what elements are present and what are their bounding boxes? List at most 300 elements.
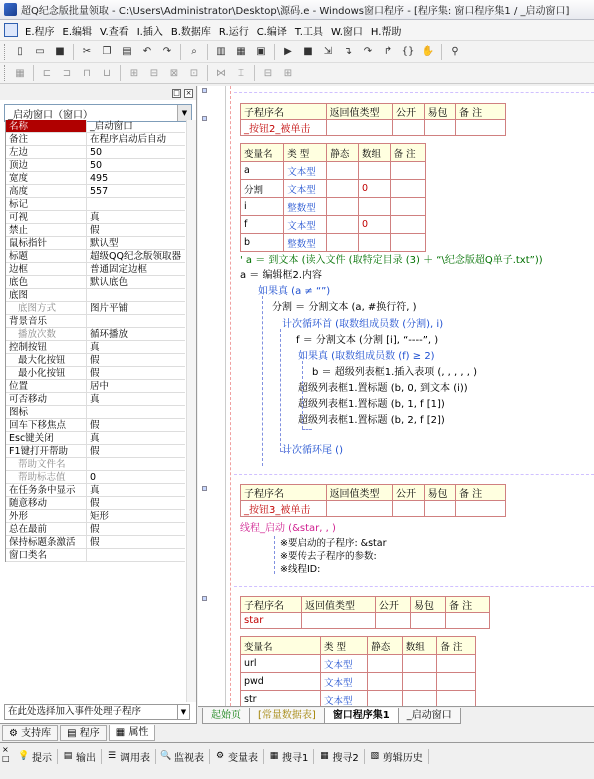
- menu-help[interactable]: H.帮助: [370, 26, 402, 38]
- tab-variables[interactable]: ⚙ 变量表: [210, 749, 264, 764]
- property-row[interactable]: [6, 484, 185, 497]
- property-row[interactable]: [6, 328, 185, 341]
- cell[interactable]: [437, 691, 476, 707]
- property-name: 边框: [6, 263, 87, 275]
- align-left-icon[interactable]: ⊏: [42, 67, 52, 79]
- property-row[interactable]: [6, 224, 185, 237]
- flow-line: [302, 429, 312, 430]
- code-line[interactable]: 计次循环首 (取数组成员数 (分割), i): [282, 319, 444, 330]
- var-row[interactable]: [241, 655, 476, 673]
- var-row[interactable]: [241, 673, 476, 691]
- fold-marker[interactable]: [202, 596, 207, 601]
- code-line[interactable]: a ＝ 编辑框2.内容: [240, 270, 323, 281]
- property-value[interactable]: [87, 406, 185, 418]
- property-value[interactable]: 假: [90, 537, 100, 548]
- property-row[interactable]: [6, 510, 185, 523]
- property-value[interactable]: 假: [90, 368, 100, 379]
- code-line[interactable]: 如果真 (a ≠ “”): [258, 286, 331, 297]
- property-value[interactable]: 557: [90, 186, 109, 197]
- tab-properties[interactable]: ▦ 属性: [109, 725, 156, 741]
- menu-edit[interactable]: E.编辑: [62, 26, 92, 38]
- tab-start-page[interactable]: 起始页: [202, 708, 250, 724]
- property-value[interactable]: 假: [90, 225, 100, 236]
- property-row[interactable]: [6, 341, 185, 354]
- property-row[interactable]: [6, 198, 185, 211]
- tab-clip-history[interactable]: ▧ 剪辑历史: [365, 749, 429, 764]
- search-icon: 🔍: [160, 751, 172, 761]
- property-row[interactable]: [6, 120, 185, 133]
- cell[interactable]: [390, 234, 425, 252]
- output-panel: [0, 742, 594, 779]
- same-height-icon[interactable]: ⊡: [189, 67, 199, 79]
- property-value[interactable]: [87, 549, 185, 561]
- property-row[interactable]: [6, 354, 185, 367]
- property-row[interactable]: [6, 536, 185, 549]
- var-arr[interactable]: 0: [359, 216, 391, 234]
- cell[interactable]: [456, 501, 506, 517]
- col-static: 静态: [327, 144, 359, 162]
- var-row[interactable]: [241, 162, 426, 180]
- property-name: 窗口类名: [6, 549, 87, 561]
- sub-header-table-1: [240, 103, 506, 136]
- tab-constant-table[interactable]: [常量数据表]: [249, 708, 325, 724]
- property-name: 外形: [6, 510, 87, 522]
- property-name: 位置: [6, 380, 87, 392]
- var-arr[interactable]: [359, 198, 391, 216]
- separator: [120, 65, 121, 81]
- property-value[interactable]: 超级QQ纪念版领取器: [90, 251, 181, 262]
- var-type[interactable]: 文本型: [284, 162, 327, 180]
- panel-tabs: [0, 723, 197, 741]
- align-top-icon[interactable]: ⊓: [83, 67, 91, 79]
- col-var-name: 变量名: [241, 144, 284, 162]
- property-name: 最大化按钮: [6, 354, 87, 366]
- cell[interactable]: [390, 216, 425, 234]
- col-sub-name: 子程序名: [241, 597, 302, 613]
- property-row[interactable]: [6, 185, 185, 198]
- property-scrollbar[interactable]: [186, 120, 196, 702]
- property-row[interactable]: [6, 250, 185, 263]
- var-row[interactable]: [241, 691, 476, 707]
- pin-icon[interactable]: □: [173, 88, 180, 97]
- cell[interactable]: [424, 501, 456, 517]
- flow-line: [302, 361, 303, 429]
- property-value[interactable]: 495: [90, 173, 109, 184]
- property-value[interactable]: 图片平铺: [90, 303, 129, 314]
- space-h-icon[interactable]: ⋈: [216, 67, 226, 79]
- property-name: 高度: [6, 185, 87, 197]
- code-line[interactable]: f ＝ 分割文本 (分割 [i], “----”, ): [296, 335, 439, 346]
- property-row[interactable]: [6, 172, 185, 185]
- cell[interactable]: [390, 180, 425, 198]
- property-name: 图标: [6, 406, 87, 418]
- margin-line: [230, 86, 231, 706]
- cut-icon[interactable]: ✂: [82, 46, 92, 57]
- code-line[interactable]: 超级列表框1.置标题 (b, 2, f [2]): [298, 415, 445, 426]
- var-row[interactable]: [241, 216, 426, 234]
- col-sub-name: 子程序名: [241, 485, 327, 501]
- chevron-down-icon[interactable]: ▼: [177, 105, 191, 121]
- section-divider: [234, 474, 594, 475]
- separator: [274, 44, 275, 60]
- property-row[interactable]: [6, 432, 185, 445]
- property-value[interactable]: 假: [90, 524, 100, 535]
- sub-name-cell[interactable]: _按钮2_被单击: [241, 120, 327, 136]
- align-right-icon[interactable]: ⊐: [62, 67, 72, 79]
- cell[interactable]: [368, 673, 403, 691]
- step-icon[interactable]: ⇲: [323, 46, 333, 57]
- menu-run[interactable]: R.运行: [218, 26, 249, 38]
- property-row[interactable]: [6, 419, 185, 432]
- separator: [207, 65, 208, 81]
- property-row[interactable]: [6, 315, 185, 328]
- hand-icon[interactable]: ✋: [421, 46, 435, 57]
- flow-line: [262, 296, 263, 466]
- property-value[interactable]: 默认底色: [90, 277, 129, 288]
- tab-call-stack[interactable]: ☰ 调用表: [102, 749, 156, 764]
- cell[interactable]: [327, 234, 359, 252]
- flow-line: [280, 329, 281, 451]
- var-table-1: [240, 143, 426, 252]
- separator: [207, 44, 208, 60]
- property-row[interactable]: [6, 380, 185, 393]
- cell[interactable]: [368, 691, 403, 707]
- tab-watch[interactable]: 🔍 监视表: [156, 749, 210, 764]
- property-value[interactable]: [87, 198, 185, 210]
- cell[interactable]: [446, 613, 490, 629]
- tab-output[interactable]: ▤ 输出: [58, 749, 102, 764]
- section-divider: [234, 92, 594, 93]
- property-row[interactable]: [6, 393, 185, 406]
- panel-controls[interactable]: × □: [2, 745, 10, 763]
- property-value[interactable]: [87, 289, 185, 301]
- property-row[interactable]: [6, 471, 185, 484]
- property-value[interactable]: 矩形: [90, 511, 110, 522]
- var-table-3: [240, 636, 476, 706]
- center-window-h-icon[interactable]: ⊟: [263, 67, 273, 79]
- menu-view[interactable]: V.查看: [100, 26, 129, 38]
- step-over-icon[interactable]: ↷: [363, 46, 373, 57]
- property-name: 可否移动: [6, 393, 87, 405]
- property-row[interactable]: [6, 133, 185, 146]
- property-name: 最小化按钮: [6, 367, 87, 379]
- cell[interactable]: [390, 198, 425, 216]
- col-var-type: 类 型: [284, 144, 327, 162]
- property-value[interactable]: 普通固定边框: [90, 264, 148, 275]
- col-remark: 备 注: [446, 597, 490, 613]
- call-stack-icon: ☰: [107, 751, 117, 761]
- event-select[interactable]: [4, 704, 190, 720]
- binoculars-icon[interactable]: ⚲: [451, 46, 459, 57]
- align-bottom-icon[interactable]: ⊔: [103, 67, 111, 79]
- find-icon[interactable]: ⌕: [191, 46, 197, 57]
- var-name[interactable]: i: [241, 198, 284, 216]
- tab-window-assembly[interactable]: 窗口程序集1: [324, 708, 399, 724]
- code-line[interactable]: 如果真 (取数组成员数 (f) ≥ 2): [298, 351, 435, 362]
- property-name: 背景音乐: [6, 315, 87, 327]
- fold-marker[interactable]: [202, 88, 207, 93]
- var-type[interactable]: 文本型: [284, 180, 327, 198]
- cell[interactable]: [456, 120, 506, 136]
- col-remark: 备 注: [456, 104, 506, 120]
- stop-icon[interactable]: ■: [303, 46, 313, 57]
- menu-compile[interactable]: C.编译: [256, 26, 287, 38]
- cell[interactable]: [437, 655, 476, 673]
- property-row[interactable]: [6, 458, 185, 471]
- menu-insert[interactable]: I.插入: [136, 26, 163, 38]
- layout1-icon[interactable]: ▥: [216, 46, 226, 57]
- output-icon: ▤: [63, 751, 73, 761]
- var-name[interactable]: url: [241, 655, 321, 673]
- section-divider: [234, 586, 594, 587]
- property-value[interactable]: 真: [90, 394, 100, 405]
- col-var-name: 变量名: [241, 637, 321, 655]
- flow-line: [274, 536, 275, 574]
- cell[interactable]: [327, 162, 359, 180]
- code-line[interactable]: 超级列表框1.置标题 (b, 1, f [1]): [298, 399, 445, 410]
- property-value[interactable]: 在程序启动后自动: [90, 134, 167, 145]
- cell[interactable]: [326, 501, 392, 517]
- cell[interactable]: [368, 655, 403, 673]
- comment-line[interactable]: ' a ＝ 到文本 (读入文件 (取特定目录 (3) ＋ “\纪念版超Q单子.txt”)): [240, 255, 543, 266]
- var-type[interactable]: 整数型: [284, 198, 327, 216]
- app-icon: [4, 3, 17, 16]
- menu-program[interactable]: E.程序: [25, 26, 55, 38]
- property-row[interactable]: [6, 406, 185, 419]
- output-tabs: [14, 747, 429, 765]
- property-row[interactable]: [6, 276, 185, 289]
- var-name[interactable]: b: [241, 234, 284, 252]
- var-type[interactable]: 文本型: [321, 673, 368, 691]
- property-row[interactable]: [6, 523, 185, 536]
- tab-startup-window[interactable]: _启动窗口: [398, 708, 461, 724]
- cell[interactable]: [327, 198, 359, 216]
- cell[interactable]: [393, 501, 424, 517]
- property-name: 在任务条中显示: [6, 484, 87, 496]
- property-name: 左边: [6, 146, 87, 158]
- variables-icon: ⚙: [215, 751, 225, 761]
- property-value[interactable]: 默认型: [90, 238, 119, 249]
- property-value[interactable]: 居中: [90, 381, 110, 392]
- col-epackage: 易包: [410, 597, 445, 613]
- separator: [33, 65, 34, 81]
- sub-name-cell[interactable]: star: [241, 613, 302, 629]
- property-row[interactable]: [6, 159, 185, 172]
- tab-hint[interactable]: 💡 提示: [14, 749, 58, 764]
- space-v-icon[interactable]: ⌶: [238, 67, 244, 79]
- property-value[interactable]: [87, 315, 185, 327]
- var-row[interactable]: [241, 234, 426, 252]
- col-epackage: 易包: [424, 104, 456, 120]
- property-value[interactable]: [87, 458, 185, 470]
- var-type[interactable]: 文本型: [284, 216, 327, 234]
- property-value[interactable]: 假: [90, 446, 100, 457]
- var-row[interactable]: [241, 180, 426, 198]
- breakpoint-icon[interactable]: {}: [401, 46, 415, 57]
- comment-line[interactable]: ※要启动的子程序: &star: [280, 538, 387, 549]
- property-grid: [5, 120, 185, 562]
- open-folder-icon[interactable]: ▭: [35, 46, 45, 57]
- fold-marker[interactable]: [202, 486, 207, 491]
- cell[interactable]: [301, 613, 375, 629]
- property-row[interactable]: [6, 367, 185, 380]
- property-value[interactable]: 50: [90, 147, 103, 158]
- col-remark: 备 注: [456, 485, 506, 501]
- same-width-icon[interactable]: ⊠: [169, 67, 179, 79]
- code-line[interactable]: 分割 ＝ 分割文本 (a, #换行符, ): [272, 302, 417, 313]
- code-line[interactable]: b ＝ 超级列表框1.插入表项 (, , , , , ): [312, 367, 478, 378]
- property-value[interactable]: 0: [90, 472, 97, 483]
- property-value[interactable]: 循环播放: [90, 329, 129, 340]
- property-name: F1键打开帮助: [6, 445, 87, 457]
- property-value[interactable]: _启动窗口: [90, 121, 133, 132]
- property-row[interactable]: [6, 289, 185, 302]
- col-sub-name: 子程序名: [241, 104, 327, 120]
- property-row[interactable]: [6, 445, 185, 458]
- sub-name-cell[interactable]: _按钮3_被单击: [241, 501, 327, 517]
- property-value[interactable]: 50: [90, 160, 103, 171]
- menu-database[interactable]: B.数据库: [170, 26, 211, 38]
- code-editor[interactable]: [226, 86, 594, 706]
- copy-icon[interactable]: ❐: [102, 46, 112, 57]
- cell[interactable]: [402, 691, 437, 707]
- tab-search1[interactable]: ▦ 搜寻1: [264, 749, 314, 764]
- var-row[interactable]: [241, 198, 426, 216]
- col-epackage: 易包: [424, 485, 456, 501]
- paste-icon[interactable]: ▤: [122, 46, 132, 57]
- undo-icon[interactable]: ↶: [142, 46, 152, 57]
- property-value[interactable]: 真: [90, 433, 100, 444]
- col-array: 数组: [402, 637, 437, 655]
- var-arr[interactable]: [359, 234, 391, 252]
- separator: [441, 44, 442, 60]
- step-into-icon[interactable]: ↴: [343, 46, 353, 57]
- lightbulb-icon: 💡: [18, 751, 30, 761]
- center-v-icon[interactable]: ⊟: [149, 67, 159, 79]
- align-grid-icon[interactable]: ▦: [15, 67, 25, 79]
- menu-window[interactable]: W.窗口: [330, 26, 363, 38]
- property-name: 标题: [6, 250, 87, 262]
- var-arr[interactable]: 0: [359, 180, 391, 198]
- property-value[interactable]: 假: [90, 498, 100, 509]
- property-row[interactable]: [6, 211, 185, 224]
- separator: [254, 65, 255, 81]
- fold-marker[interactable]: [202, 116, 207, 121]
- code-line[interactable]: 线程_启动 (&star, , ): [240, 523, 336, 534]
- var-arr[interactable]: [359, 162, 391, 180]
- tab-program[interactable]: ▤ 程序: [60, 725, 107, 741]
- cell[interactable]: [437, 673, 476, 691]
- toolbar-grip[interactable]: [4, 65, 7, 81]
- property-name: 随意移动: [6, 497, 87, 509]
- run-icon[interactable]: ▶: [284, 46, 292, 57]
- cell[interactable]: [327, 216, 359, 234]
- var-name[interactable]: str: [241, 691, 321, 707]
- col-public: 公开: [375, 597, 410, 613]
- event-select-value: 在此处选择加入事件处理子程序: [8, 706, 142, 717]
- chevron-down-icon[interactable]: ▼: [177, 705, 189, 719]
- col-public: 公开: [393, 104, 424, 120]
- col-static: 静态: [368, 637, 403, 655]
- component-select-value: _启动窗口（窗口）: [8, 109, 93, 121]
- layout2-icon[interactable]: ▦: [236, 46, 246, 57]
- menu-bar: [0, 20, 594, 40]
- property-value[interactable]: 真: [90, 212, 100, 223]
- var-name[interactable]: pwd: [241, 673, 321, 691]
- property-name: 名称: [6, 120, 87, 132]
- separator: [180, 44, 181, 60]
- editor-tabs: [198, 706, 594, 724]
- var-name[interactable]: a: [241, 162, 284, 180]
- var-name[interactable]: 分割: [241, 180, 284, 198]
- col-return-type: 返回值类型: [326, 485, 392, 501]
- tab-support-library[interactable]: ⚙ 支持库: [2, 725, 58, 741]
- property-row[interactable]: [6, 237, 185, 250]
- document-icon[interactable]: [4, 23, 18, 37]
- property-value[interactable]: 假: [90, 355, 100, 366]
- center-h-icon[interactable]: ⊞: [129, 67, 139, 79]
- code-line[interactable]: 计次循环尾 (): [282, 445, 343, 456]
- cell[interactable]: [327, 180, 359, 198]
- cell[interactable]: [393, 120, 424, 136]
- cell[interactable]: [326, 120, 392, 136]
- property-value[interactable]: 真: [90, 485, 100, 496]
- property-name: 保持标题条激活: [6, 536, 87, 548]
- cell[interactable]: [402, 673, 437, 691]
- save-icon[interactable]: ■: [55, 46, 65, 57]
- new-file-icon[interactable]: ▯: [17, 46, 23, 57]
- var-type[interactable]: 整数型: [284, 234, 327, 252]
- layout3-icon[interactable]: ▣: [256, 46, 266, 57]
- step-out-icon[interactable]: ↱: [383, 46, 393, 57]
- sub-header-table-3: [240, 596, 490, 629]
- separator: [73, 44, 74, 60]
- comment-line[interactable]: ※线程ID:: [280, 564, 321, 575]
- code-line[interactable]: 超级列表框1.置标题 (b, 0, 到文本 (i)): [298, 383, 468, 394]
- cell[interactable]: [375, 613, 410, 629]
- property-value[interactable]: 假: [90, 420, 100, 431]
- property-name: 可视: [6, 211, 87, 223]
- property-name: 鼠标指针: [6, 237, 87, 249]
- property-row[interactable]: [6, 146, 185, 159]
- var-type[interactable]: 文本型: [321, 691, 368, 707]
- main-toolbar: [0, 40, 594, 62]
- sub-header-table-2: [240, 484, 506, 517]
- property-value[interactable]: 真: [90, 342, 100, 353]
- property-name: 总在最前: [6, 523, 87, 535]
- clipboard-icon: ▧: [370, 751, 379, 761]
- var-name[interactable]: f: [241, 216, 284, 234]
- cell[interactable]: [390, 162, 425, 180]
- tab-search2[interactable]: ▦ 搜寻2: [314, 749, 364, 764]
- property-row[interactable]: [6, 263, 185, 276]
- property-row[interactable]: [6, 302, 185, 315]
- cell[interactable]: [410, 613, 445, 629]
- property-row[interactable]: [6, 549, 185, 562]
- cell[interactable]: [402, 655, 437, 673]
- center-window-v-icon[interactable]: ⊞: [283, 67, 293, 79]
- editor-gutter: [198, 86, 226, 706]
- toolbar-grip[interactable]: [4, 44, 7, 60]
- search-list-icon: ▦: [269, 751, 279, 761]
- redo-icon[interactable]: ↷: [162, 46, 172, 57]
- property-row[interactable]: [6, 497, 185, 510]
- cell[interactable]: [424, 120, 456, 136]
- comment-line[interactable]: ※要传去子程序的参数:: [280, 551, 377, 562]
- var-type[interactable]: 文本型: [321, 655, 368, 673]
- close-icon[interactable]: ×: [185, 88, 192, 97]
- menu-tools[interactable]: T.工具: [294, 26, 323, 38]
